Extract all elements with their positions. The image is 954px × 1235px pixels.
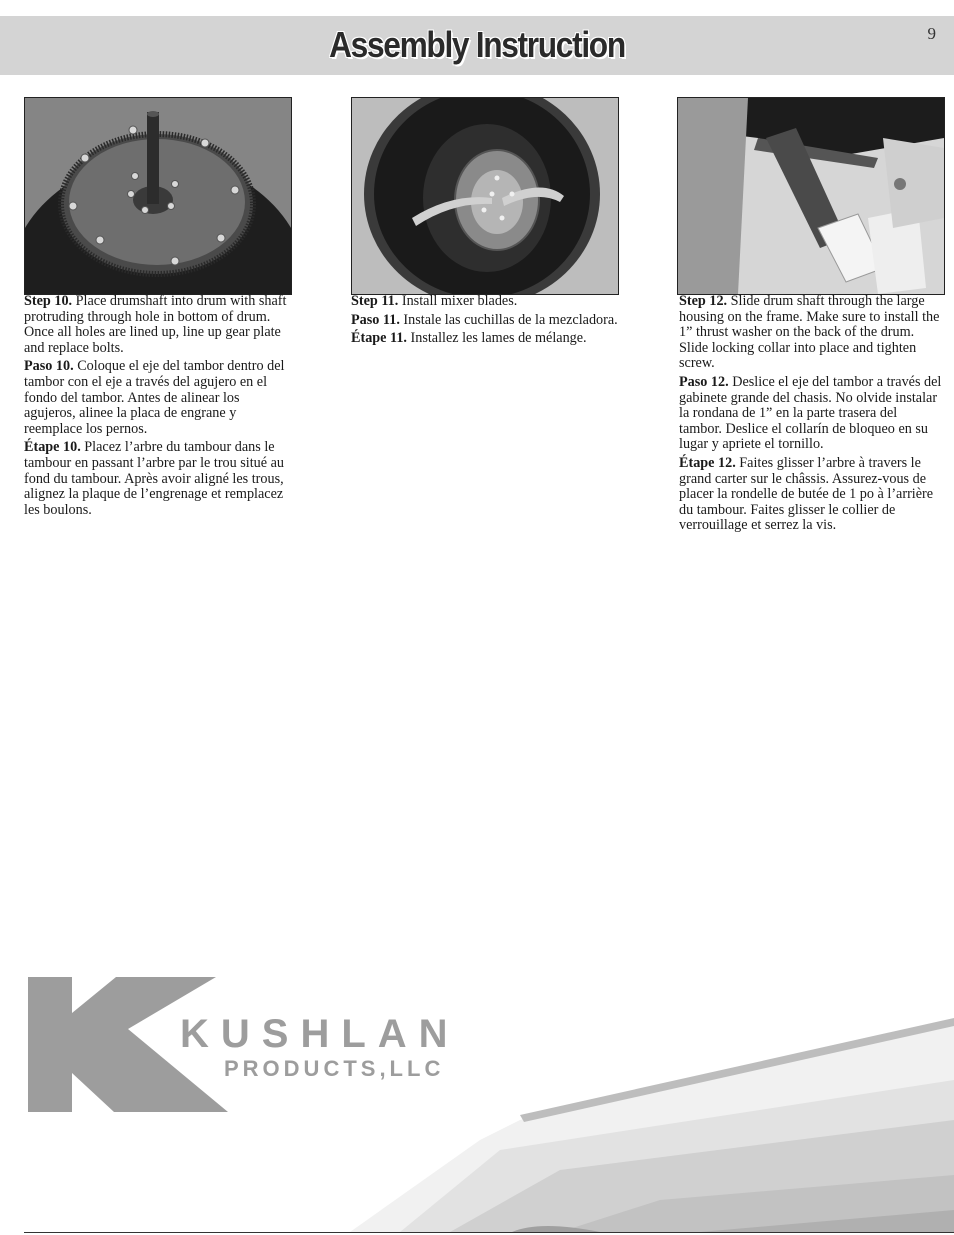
step-11-fr: Étape 11. Installez les lames de mélange. [351,330,587,347]
step-11-photo [351,97,619,295]
step-10-text [24,294,290,521]
logo-name: KUSHLAN [180,1012,460,1056]
step-11-text [351,294,651,350]
page-title: Assembly Instruction [329,24,625,65]
step-11-es: Paso 11. Instale las cuchillas de la mezcladora. [351,311,618,328]
page-number: 9 [927,24,936,43]
step-10-en: Step 10. Place drumshaft into drum with shaft protruding through hole in bottom of drum. Once all holes are lined up, line up gear plate and replace bolts. [24,293,287,356]
step-12-fr: Étape 12. Faites glisser l’arbre à travers le grand carter sur le châssis. Assurez-vous de placer la rondelle de butée de 1 po à l’arrière du tambour. Faites glisser le collier de verrouillage et serrez la vis. [679,454,934,534]
logo-subtitle: PRODUCTS,LLC [224,1056,445,1081]
decorative-swoosh [0,1010,954,1235]
step-10-fr: Étape 10. Placez l’arbre du tambour dans le tambour en passant l’arbre par le trou situé au fond du tambour. Après avoir aligné les trous, alignez la plaque de l’engrenage et remplacez les boulons. [24,439,285,518]
step-11-en: Step 11. Install mixer blades. [351,293,518,309]
footer-rule [24,1232,954,1233]
step-12-en: Step 12. Slide drum shaft through the large housing on the frame. Make sure to install the 1” thrust washer on the back of the drum. Slide locking collar into place and tighten screw. [679,293,940,372]
step-10-photo [24,97,292,295]
step-12-es: Paso 12. Deslice el eje del tambor a través del gabinete grande del chasis. No olvide instalar la rondana de 1” en la parte trasera del tambor. Deslice el collarín de bloqueo en su lugar y apriete el tornillo. [679,373,942,453]
step-12-text [679,294,943,537]
step-10-es: Paso 10. Coloque el eje del tambor dentro del tambor con el eje a través del agujero en el fondo del tambor. Antes de alinear los agujeros, alinee la placa de engrane y reemplace los pernos. [24,358,285,437]
step-12-photo [677,97,945,295]
